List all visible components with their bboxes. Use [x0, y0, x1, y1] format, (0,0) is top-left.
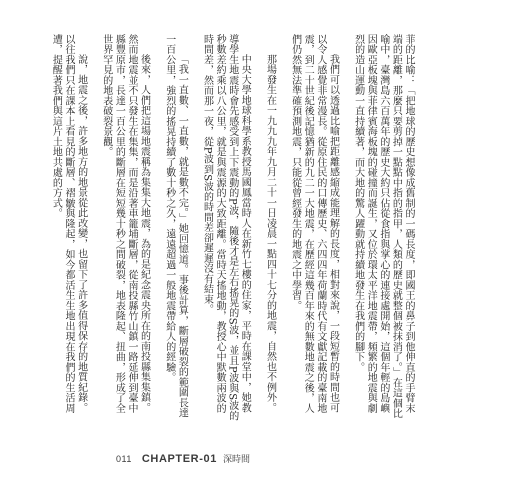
page-footer — [116, 452, 250, 465]
chapter-title: 深時間 — [222, 455, 250, 465]
paragraph-4: 中央大學地球科學系教授馬國鳳當時人在新竹七樓的住家，平時在課堂中，她教導學生地震時會先感受到上下震動的P波，隨後才是左右搖晃的S波，並且P波與S波的秒數差約乘以八公里，就是與震源的大致距離。當時天搖地動，教授心中默數兩波的時間差，然而那一夜，從P波到S波的時間差卻遲遲沒有結束。 — [201, 34, 251, 421]
page-number: 011 — [116, 453, 132, 464]
paragraph-5: 「我一直數、一直數，就是數不完。」她回憶道。事後計算，斷層破裂的範圍長達一百公里，強烈的搖晃持續了數十秒之久，遠遠超過一般地震帶給人的經驗。 — [163, 34, 188, 418]
paragraph-1: 菲的比喻：「把地球的歷史想像成舊制的一碼長度，即國王的鼻子到他伸直的手臂末端的距離，那麼只要剪掉一點點中指的指甲，人類的歷史就整個被抹消了。」在這個比喻中，臺灣島六百萬年的歷史大約只佔從食指與掌心的連接處開始，這個年輕的島嶼因歐亞板塊與菲律賓海板塊的碰撞而誕生，又位於環太平洋地震帶，頻繁的地震與劇烈的造山運動一直持續著，而大地的驚人躍動就持續地發生在我們的腳下。 — [352, 34, 414, 419]
chapter-label: CHAPTER-01 — [141, 452, 217, 465]
paragraph-3: 那場發生在一九九九年九月二十一日凌晨一點四十七分的地震，自然也不例外。 — [264, 54, 276, 413]
main-text-column — [50, 34, 414, 422]
paragraph-7: 說，地震之後，許多地方的地景從此改變，也留下了許多值得保存的地質紀錄。以往我們只在課本上看見的斷層、褶皺與隆起，如今都活生生地出現在我們的生活周遭，提醒著我們與這片土地共處的方式。 — [50, 34, 87, 414]
paragraph-6: 後來，人們把這場地震稱為集集大地震，為的是紀念震央所在的南投縣集集鎮。然而地震並不只發生在集集，而是沿著車籠埔斷層，從南投縣竹山鎮一路延伸到臺中縣豐原市，長達一百公里的斷層在短短幾十秒之間破裂，地表隆起、扭曲，形成了全世界罕見的地表破裂景觀。 — [100, 34, 150, 414]
paragraph-2: 我們可以透過比喻把距離感縮成能理解的長度，相對來說，一段短暫的時間也可以令人感覺非常漫長。從原住民的口傳歷史、六四四年荷蘭時代有文獻記載的臺南地震，到二十世紀後記憶猶新的九二一大地震，在歷經這幾百年來的無數地震之後，人們仍然無法準確預測地震，只能從曾經發生的地震之中學習。 — [289, 34, 339, 414]
